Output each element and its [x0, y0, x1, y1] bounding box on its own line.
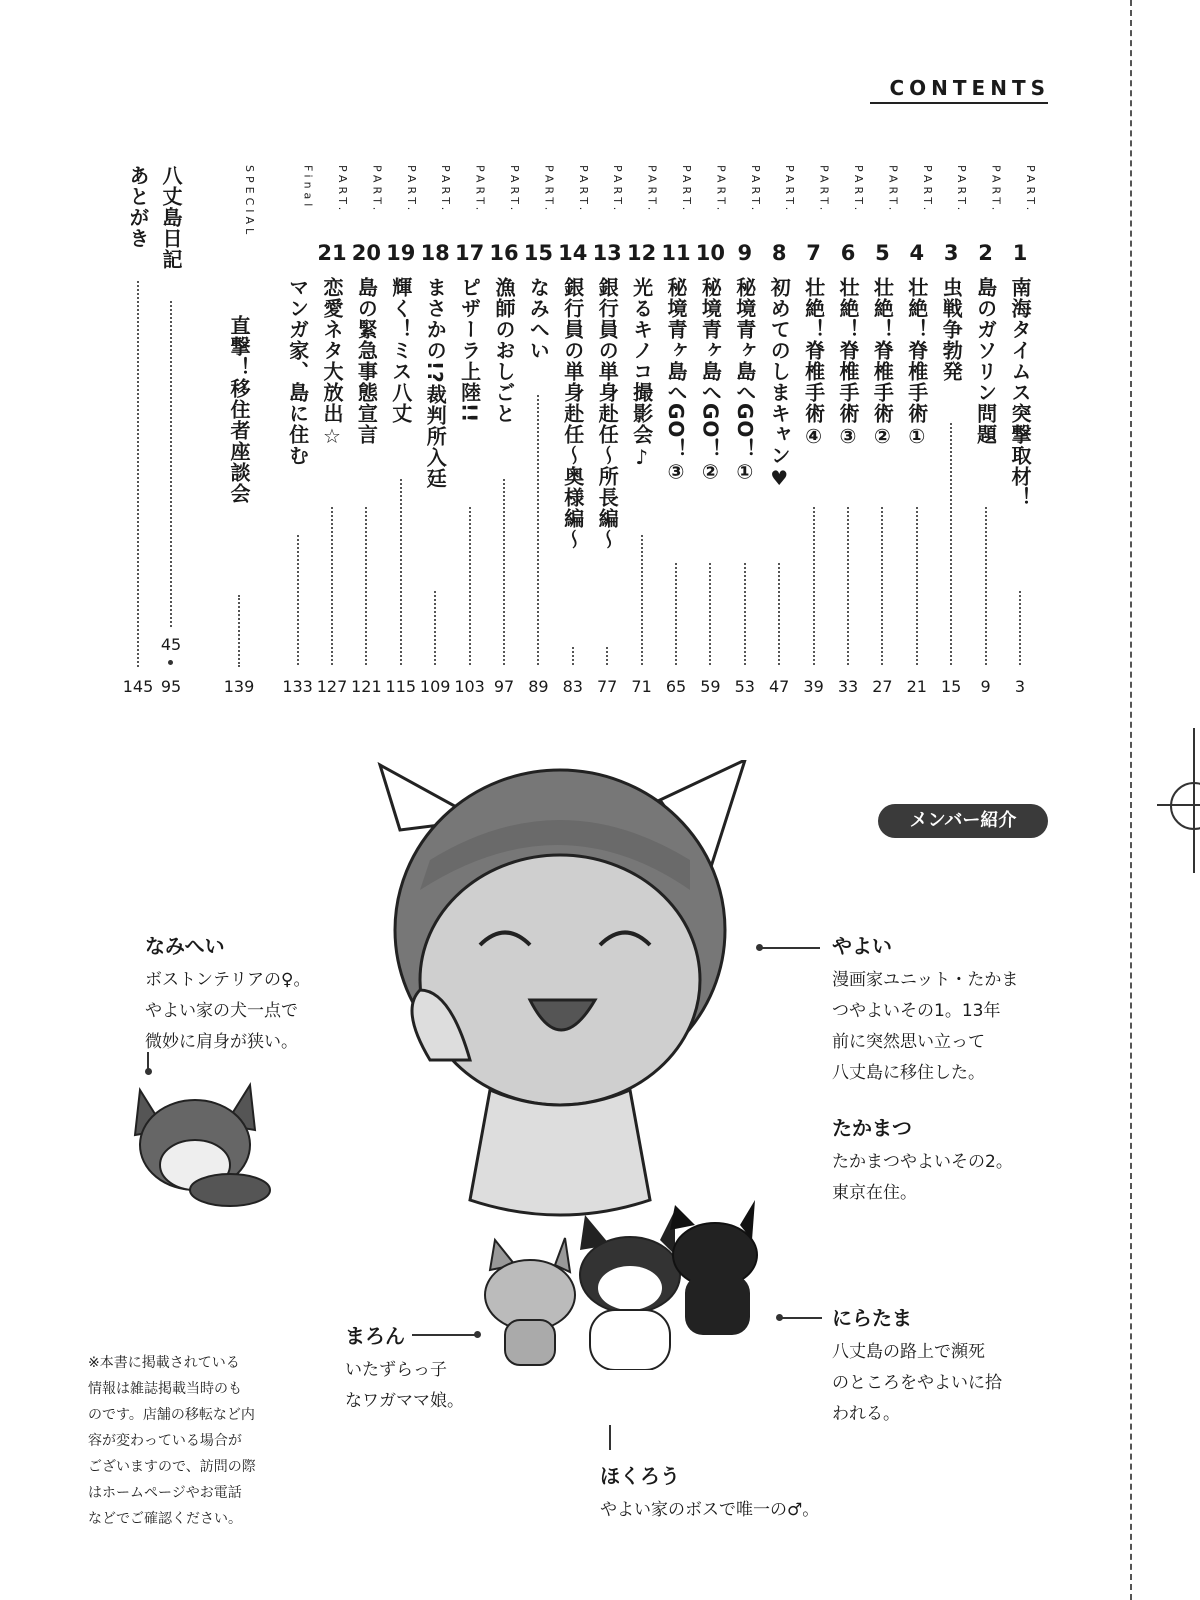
disclaimer-note: ※本書に掲載されている 情報は雑誌掲載当時のも のです。店舗の移転など内 容が変わっている場合が ございますので、訪問の際 はホームページやお電話 などでご確認ください。	[88, 1355, 256, 1527]
cats-illustration	[470, 1180, 780, 1370]
part-label: PART.	[336, 165, 349, 215]
part-number: 11	[661, 241, 691, 265]
toc-entry-afterword[interactable]	[121, 165, 155, 705]
part-number: 2	[978, 241, 993, 265]
chapter-title: マンガ家、島に住む	[285, 277, 310, 466]
leader-dots	[950, 423, 952, 665]
chapter-title: 南海タイムス突撃取材！	[1008, 277, 1032, 508]
diary-title: 八丈島日記	[159, 165, 183, 270]
chapter-title: 漁師のおしごと	[492, 277, 516, 424]
part-label: PART.	[645, 165, 659, 215]
toc-entry[interactable]	[762, 165, 796, 705]
toc-entry[interactable]	[934, 165, 968, 705]
leader-dots	[400, 479, 402, 665]
toc-entry[interactable]	[900, 165, 934, 705]
toc-entry[interactable]	[315, 165, 349, 705]
member-yayoi	[832, 930, 1018, 1089]
part-number: 19	[386, 241, 416, 265]
page-number: 109	[419, 677, 451, 696]
chapter-title: 虫戦争勃発	[939, 277, 964, 382]
toc-entry[interactable]	[831, 165, 865, 705]
namihei-dog-illustration	[110, 1080, 280, 1210]
part-number: 7	[806, 241, 821, 265]
page-number: 71	[631, 677, 652, 696]
member-hokurou	[600, 1460, 819, 1526]
leader-dots	[137, 281, 139, 667]
chapter-title: 島のガソリン問題	[973, 277, 998, 445]
toc-entry-special[interactable]	[222, 165, 256, 705]
chapter-title: ピザーラ上陸!!	[457, 277, 482, 424]
part-number: 21	[317, 241, 347, 265]
chapter-title: 銀行員の単身赴任～所長編～	[595, 277, 620, 550]
toc-entry[interactable]	[659, 165, 693, 705]
leader-dots	[881, 507, 883, 665]
title-rule	[870, 102, 1048, 104]
member-takamatsu	[832, 1112, 1013, 1209]
leader-dots	[572, 647, 574, 665]
registration-mark-horizontal	[1157, 804, 1200, 806]
leader-dot	[776, 1314, 783, 1321]
leader-line	[780, 1317, 822, 1319]
part-number: 9	[737, 241, 753, 265]
chapter-title: 島の緊急事態宣言	[354, 277, 379, 445]
part-label: PART.	[714, 165, 728, 215]
leader-dots	[813, 507, 815, 665]
leader-dots	[297, 535, 299, 665]
part-number: 4	[909, 241, 925, 265]
leader-dots	[606, 647, 608, 665]
afterword-page: 145	[122, 677, 154, 696]
part-label: PART.	[439, 165, 453, 215]
part-label: PART.	[576, 165, 590, 215]
member-name: まろん	[345, 1324, 405, 1348]
member-desc: やよい家のボスで唯一の♂。	[600, 1500, 820, 1520]
member-name: やよい	[832, 934, 892, 958]
part-label: PART.	[748, 165, 762, 215]
page-number: 83	[562, 677, 583, 696]
member-desc: 漫画家ユニット・たかま つやよいその1。13年 前に突然思い立って 八丈島に移住した。	[832, 970, 1019, 1083]
leader-dots	[365, 507, 367, 665]
member-namihei	[145, 930, 310, 1058]
page-number: 47	[769, 677, 790, 696]
page-number: 9	[980, 677, 991, 696]
leader-dots	[778, 563, 780, 665]
page-title: CONTENTS	[889, 76, 1050, 100]
part-number: 13	[592, 241, 622, 265]
separator-dot	[168, 660, 173, 665]
chapter-title: 秘境青ヶ島へGO！③	[664, 277, 688, 485]
part-label: PART.	[955, 165, 969, 215]
part-number: 8	[771, 241, 787, 265]
toc-entry[interactable]	[1003, 165, 1037, 705]
leader-dots	[709, 563, 711, 665]
page-number: 59	[700, 677, 721, 696]
diary-page-b: 95	[160, 677, 182, 696]
part-number: 3	[943, 241, 959, 265]
leader-dots	[641, 535, 643, 665]
leader-dots	[847, 507, 849, 665]
special-title: 直撃！移住者座談会	[227, 315, 251, 504]
page-number: 39	[803, 677, 824, 696]
page-number: 133	[282, 677, 313, 696]
leader-dots	[469, 507, 471, 665]
chapter-title: 壮絶！脊椎手術①	[904, 277, 929, 449]
member-name: なみへい	[145, 934, 225, 958]
member-desc: ボストンテリアの♀。 やよい家の犬一点で 微妙に肩身が狭い。	[145, 970, 311, 1052]
toc-entry[interactable]	[521, 165, 555, 705]
leader-line	[412, 1334, 478, 1336]
page-number: 97	[493, 677, 515, 696]
toc-entry[interactable]	[281, 165, 315, 705]
page-number: 15	[941, 677, 962, 696]
part-number: 18	[420, 241, 450, 265]
registration-mark	[1170, 782, 1200, 830]
part-number: 16	[489, 241, 519, 265]
leader-line	[760, 947, 820, 949]
chapter-title: 輝く！ミス八丈	[388, 277, 413, 424]
leader-dots	[170, 301, 172, 627]
special-page: 139	[223, 677, 255, 696]
toc-entry[interactable]	[625, 165, 659, 705]
member-desc: 八丈島の路上で瀕死 のところをやよいに拾 われる。	[832, 1342, 1002, 1424]
page-number: 127	[316, 677, 348, 696]
toc-entry-diary[interactable]	[154, 165, 188, 705]
toc-entry[interactable]	[453, 165, 487, 705]
leader-dot	[756, 944, 763, 951]
chapter-title: 壮絶！脊椎手術②	[870, 277, 895, 449]
part-label: Final	[301, 165, 315, 211]
leader-line	[609, 1425, 611, 1450]
chapter-title: 初めてのしまキャン♥	[767, 277, 792, 491]
special-label: SPECIAL	[243, 165, 256, 239]
chapter-title: 恋愛ネタ大放出☆	[320, 277, 344, 449]
toc-entry[interactable]	[865, 165, 899, 705]
page-number: 115	[385, 677, 417, 696]
part-label: PART.	[1024, 165, 1037, 215]
part-label: PART.	[508, 165, 521, 215]
member-desc: たかまつやよいその2。 東京在住。	[832, 1152, 1013, 1203]
leader-dots	[434, 591, 436, 665]
page-number: 27	[872, 677, 893, 696]
leader-dot	[145, 1068, 152, 1075]
toc-entry[interactable]	[728, 165, 762, 705]
part-number: 20	[351, 241, 381, 265]
part-label: PART.	[920, 165, 934, 215]
toc-entry[interactable]	[487, 165, 521, 705]
part-label: PART.	[886, 165, 900, 215]
toc-entry[interactable]	[590, 165, 624, 705]
part-number: 15	[523, 241, 553, 265]
member-name: ほくろう	[600, 1464, 680, 1488]
leader-dots	[503, 479, 505, 665]
toc-entry[interactable]	[693, 165, 727, 705]
member-name: たかまつ	[832, 1116, 912, 1140]
toc-entry[interactable]	[384, 165, 418, 705]
part-label: PART.	[783, 165, 797, 215]
chapter-title: 壮絶！脊椎手術③	[836, 277, 860, 449]
member-desc: いたずらっ子 なワガママ娘。	[345, 1360, 464, 1411]
page-number: 3	[1014, 677, 1026, 696]
registration-mark-vertical	[1193, 728, 1195, 873]
part-label: PART.	[542, 165, 556, 215]
leader-dots	[1019, 591, 1021, 665]
chapter-title: なみへい	[526, 277, 551, 361]
page-number: 33	[837, 677, 859, 696]
part-label: PART.	[611, 165, 625, 215]
page-number: 103	[454, 677, 485, 696]
part-number: 5	[875, 241, 890, 265]
page-number: 53	[734, 677, 755, 696]
leader-dots	[238, 595, 240, 667]
toc-entry[interactable]	[797, 165, 831, 705]
member-name: にらたま	[832, 1306, 912, 1330]
part-label: PART.	[473, 165, 487, 215]
page-number: 121	[351, 677, 382, 696]
leader-dot	[474, 1331, 481, 1338]
trim-line	[1130, 0, 1132, 1600]
part-number: 6	[840, 241, 856, 265]
part-label: PART.	[989, 165, 1003, 215]
part-label: PART.	[404, 165, 418, 215]
afterword-title: あとがき	[126, 165, 150, 249]
chapter-title: まさかの!?裁判所入廷	[423, 277, 448, 489]
part-number: 12	[626, 241, 657, 265]
part-label: PART.	[370, 165, 384, 215]
part-label: PART.	[817, 165, 831, 215]
page-number: 77	[597, 677, 618, 696]
toc-entry[interactable]	[969, 165, 1003, 705]
leader-dots	[916, 507, 918, 665]
chapter-title: 秘境青ヶ島へGO！②	[698, 277, 723, 485]
part-label: PART.	[680, 165, 693, 215]
chapter-title: 光るキノコ撮影会♪	[629, 277, 654, 470]
diary-page-a: 45	[160, 635, 182, 654]
part-number: 14	[558, 241, 588, 265]
leader-dots	[744, 563, 746, 665]
page-number: 21	[906, 677, 927, 696]
chapter-title: 壮絶！脊椎手術④	[801, 277, 826, 449]
leader-dots	[331, 507, 333, 665]
chapter-title: 秘境青ヶ島へGO！①	[732, 277, 757, 485]
leader-dots	[985, 507, 987, 665]
toc-entry[interactable]	[418, 165, 452, 705]
part-number: 1	[1012, 241, 1028, 265]
member-niratama	[832, 1302, 1002, 1430]
part-label: PART.	[852, 165, 865, 215]
part-number: 10	[695, 241, 725, 265]
chapter-title: 銀行員の単身赴任～奥様編～	[560, 277, 585, 550]
leader-dots	[675, 563, 677, 665]
toc-entry[interactable]	[349, 165, 383, 705]
page-number: 89	[528, 677, 549, 696]
part-number: 17	[454, 241, 485, 265]
page-number: 65	[665, 677, 687, 696]
leader-dots	[537, 395, 539, 665]
member-intro-badge: メンバー紹介	[878, 804, 1048, 838]
toc-entry[interactable]	[556, 165, 590, 705]
